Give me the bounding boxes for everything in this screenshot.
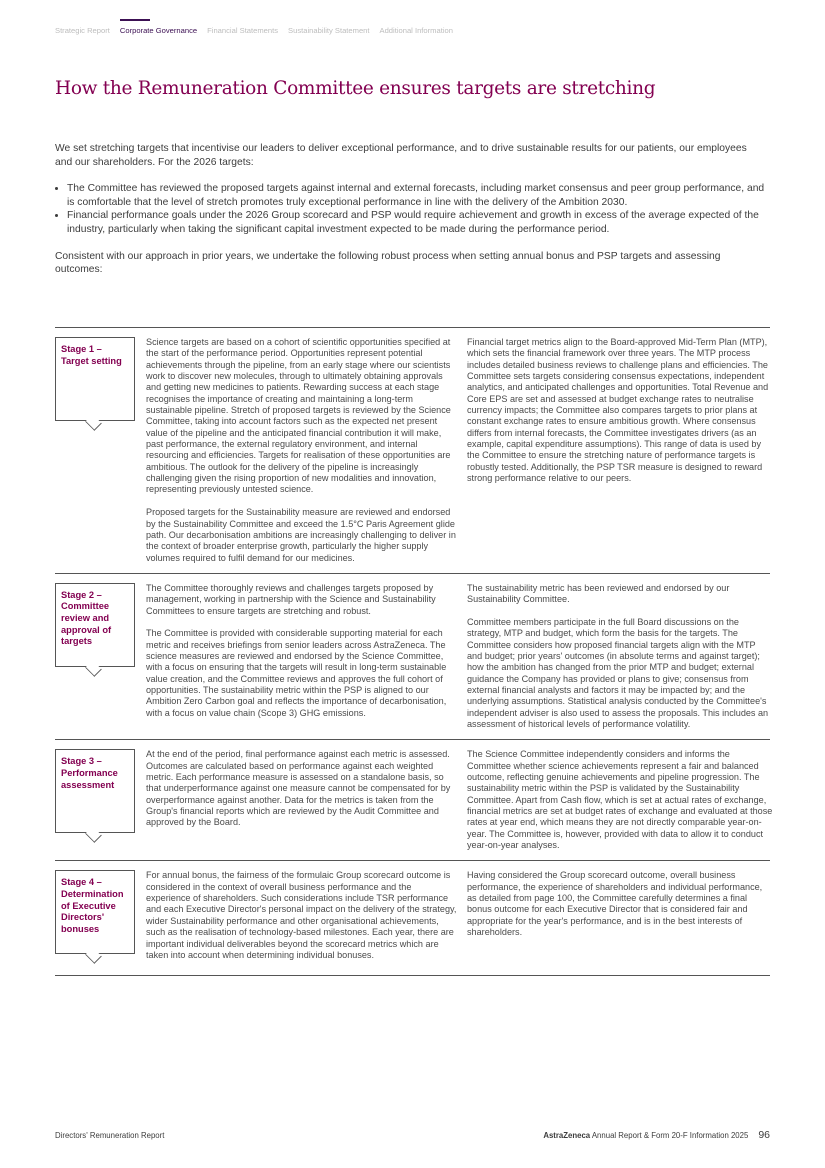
text: For annual bonus, the fairness of the formulaic Group scorecard outcome is considered in the context of overall business performance and the experience of shareholders. Such considerations include TSR performance and each Executive Director's personal impact on the delivery of the strategy, wider Sustainability performance and other organisational achievements, such as the realisation of technology-based milestones. Each year, there are important individual deliverables beyond the scorecard metrics which are taken into account when determining individual bonuses. [146,870,457,960]
page-number: 96 [758,1129,770,1141]
stage-row-1 [55,328,770,574]
nav-additional-information[interactable]: Additional Information [379,26,453,35]
page-title: How the Remuneration Committee ensures targets are stretching [55,78,656,99]
stage-row-3 [55,740,773,861]
stage-col-1 [146,583,458,730]
intro-bullets [55,182,765,236]
stage-col-2 [467,583,773,730]
stage-label: Stage 1 – Target setting [55,337,135,421]
text: The sustainability metric has been reviewed and endorsed by our Sustainability Committee. [467,582,730,605]
footer-report [543,1129,770,1141]
stage-col-2 [467,870,773,961]
bullet-item: • Financial performance goals under the 2026 Group scorecard and PSP would require achievement and growth in excess of the average expected of the industry, particularly when taking the significant capital investment expected to be made during the performance period. [67,209,765,236]
text: Committee members participate in the full Board discussions on the strategy, MTP and budget, which form the basis for the targets. The Committee considers how proposed financial targets align with the MTP and budget; prior years' outcomes (in absolute terms and against target); how the ambition has changed from the prior MTP and budget; external guidance the Company has provided or plans to give; consensus from external financial analysts and factors it may be impacted by; and the underlying assumptions. Statistical analysis conducted by the Committee's independent adviser is also used to assess the proposals. This includes an assessment of historical levels of performance volatility. [467,616,769,729]
nav-strategic-report[interactable]: Strategic Report [55,26,110,35]
text: Financial target metrics align to the Board-approved Mid-Term Plan (MTP), which sets the financial framework over three years. The MTP process includes detailed business reviews to challenge plans and efficiencies. The Committee sets targets considering consensus expectations, independent analytics, and anticipated challenges and opportunities. Total Revenue and Core EPS are set and assessed at budget exchange rates to neutralise currency impacts; the Committee also compares targets to prior plans at constant exchange rates to ensure ambitious growth. Where consensus differs from internal forecasts, the Committee investigates drivers (as an example, capital expenditure assumptions). This range of data is used by the Committee to ensure the stretching nature of performance targets is robustly tested. Additionally, the PSP TSR measure is designed to reward strong performance relative to our peers. [467,337,769,484]
nav-corporate-governance[interactable]: Corporate Governance [119,26,198,35]
stage-label: Stage 3 – Performance assessment [55,749,135,833]
stage-col-1 [146,337,458,564]
text: The Committee is provided with considerable supporting material for each metric and receives briefings from senior leaders across AstraZeneca. The science measures are reviewed and endorsed by the Science Committee, with a focus on ensuring that the targets will result in long-term sustainable value creation, and the Committee reviews and approves the full cohort of opportunities. The sustainability metric within the PSP is aligned to our Ambition Zero Carbon goal and reflects the importance of decarbonisation, with a focus on value chain (Scope 3) GHG emissions. [146,628,447,718]
stage-col-2 [467,749,773,851]
footer-report-title: Annual Report & Form 20-F Information 2025 [590,1131,749,1140]
stages-table [55,327,773,976]
stage-col-1 [146,870,458,961]
text: At the end of the period, final performance against each metric is assessed. Outcomes are calculated based on performance against each weighted metric. Each performance measure is assessed on a standalone basis, so that underperformance against one measure cannot be compensated for by overperformance against another. Data for the metrics is taken from the Group's financial reports which are reviewed by the Audit Committee and approved by the Board. [146,749,451,828]
text: The Science Committee independently considers and informs the Committee whether science achievements represent a fair and balanced outcome, reflecting genuine achievements and pipeline progression. The sustainability metric within the PSP is validated by the Sustainability Committee. Apart from Cash flow, which is set at actual rates of exchange, financial metrics are set at budget rates of exchange and evaluated at those rates at year end, which means they are not directly comparable year-on-year. The Committee is, however, provided with data to allow it to conduct year-on-year analyses. [467,749,773,851]
text: The Committee thoroughly reviews and challenges targets proposed by management, working in partnership with the Science and Sustainability Committees to ensure targets are stretching and robust. [146,582,436,616]
footer [55,1129,770,1141]
text: Science targets are based on a cohort of scientific opportunities specified at the start of the performance period. Opportunities represent potential achievements through the pipeline, from an early stage where our scientists work to discover new molecules, through to ultimately obtaining approvals and getting new medicines to patients. Rewarding success at each stage recognises the importance of creating and maintaining a long-term sustainable pipeline. Stretch of proposed targets is reviewed by the Science Committee, taking into account factors such as the expected net present value of the pipeline and the anticipated financial contribution it will make, past performance, the external regulatory environment, and internal resourcing and efficiencies. Targets for realisation of these opportunities are ambitious. The outlook for the delivery of the pipeline is increasingly challenging given the rising proportion of new modalities and innovation, representing previously untested science. [146,337,451,495]
stage-label: Stage 2 – Committee review and approval of targets [55,583,135,667]
intro-paragraph: We set stretching targets that incentivise our leaders to deliver exceptional performance, and to drive sustainable results for our patients, our employees and our shareholders. For the 2026 targets: [55,143,747,168]
stage-col-1 [146,749,458,851]
intro [55,142,765,290]
footer-section: Directors' Remuneration Report [55,1131,165,1140]
nav-sustainability-statement[interactable]: Sustainability Statement [288,26,370,35]
section-nav [55,26,453,35]
stage-col-2 [467,337,773,564]
text: Proposed targets for the Sustainability measure are reviewed and endorsed by the Sustainability Committee and exceed the 1.5°C Paris Agreement glide path. Our decarbonisation ambitions are increasingly challenging to deliver in the context of broader enterprise growth, particularly the higher supply volumes required to fulfil demand for our medicines. [146,507,456,563]
bullet-item: • The Committee has reviewed the proposed targets against internal and external forecasts, including market consensus and peer group performance, and is comfortable that the level of stretch promotes truly exceptional performance in line with the delivery of the Ambition 2030. [67,182,765,209]
footer-brand: AstraZeneca [543,1131,591,1140]
nav-financial-statements[interactable]: Financial Statements [207,26,279,35]
stage-row-2 [55,574,770,740]
text: Having considered the Group scorecard outcome, overall business performance, the experience of shareholders and individual performance, as detailed from page 100, the Committee carefully determines a final bonus outcome for each Executive Director that is considered fair and appropriate for the year's performance, and is in the best interests of shareholders. [467,870,763,938]
stage-row-4 [55,861,770,976]
stage-label: Stage 4 – Determination of Executive Directors' bonuses [55,870,135,954]
process-paragraph: Consistent with our approach in prior years, we undertake the following robust process when setting annual bonus and PSP targets and assessing outcomes: [55,250,721,276]
